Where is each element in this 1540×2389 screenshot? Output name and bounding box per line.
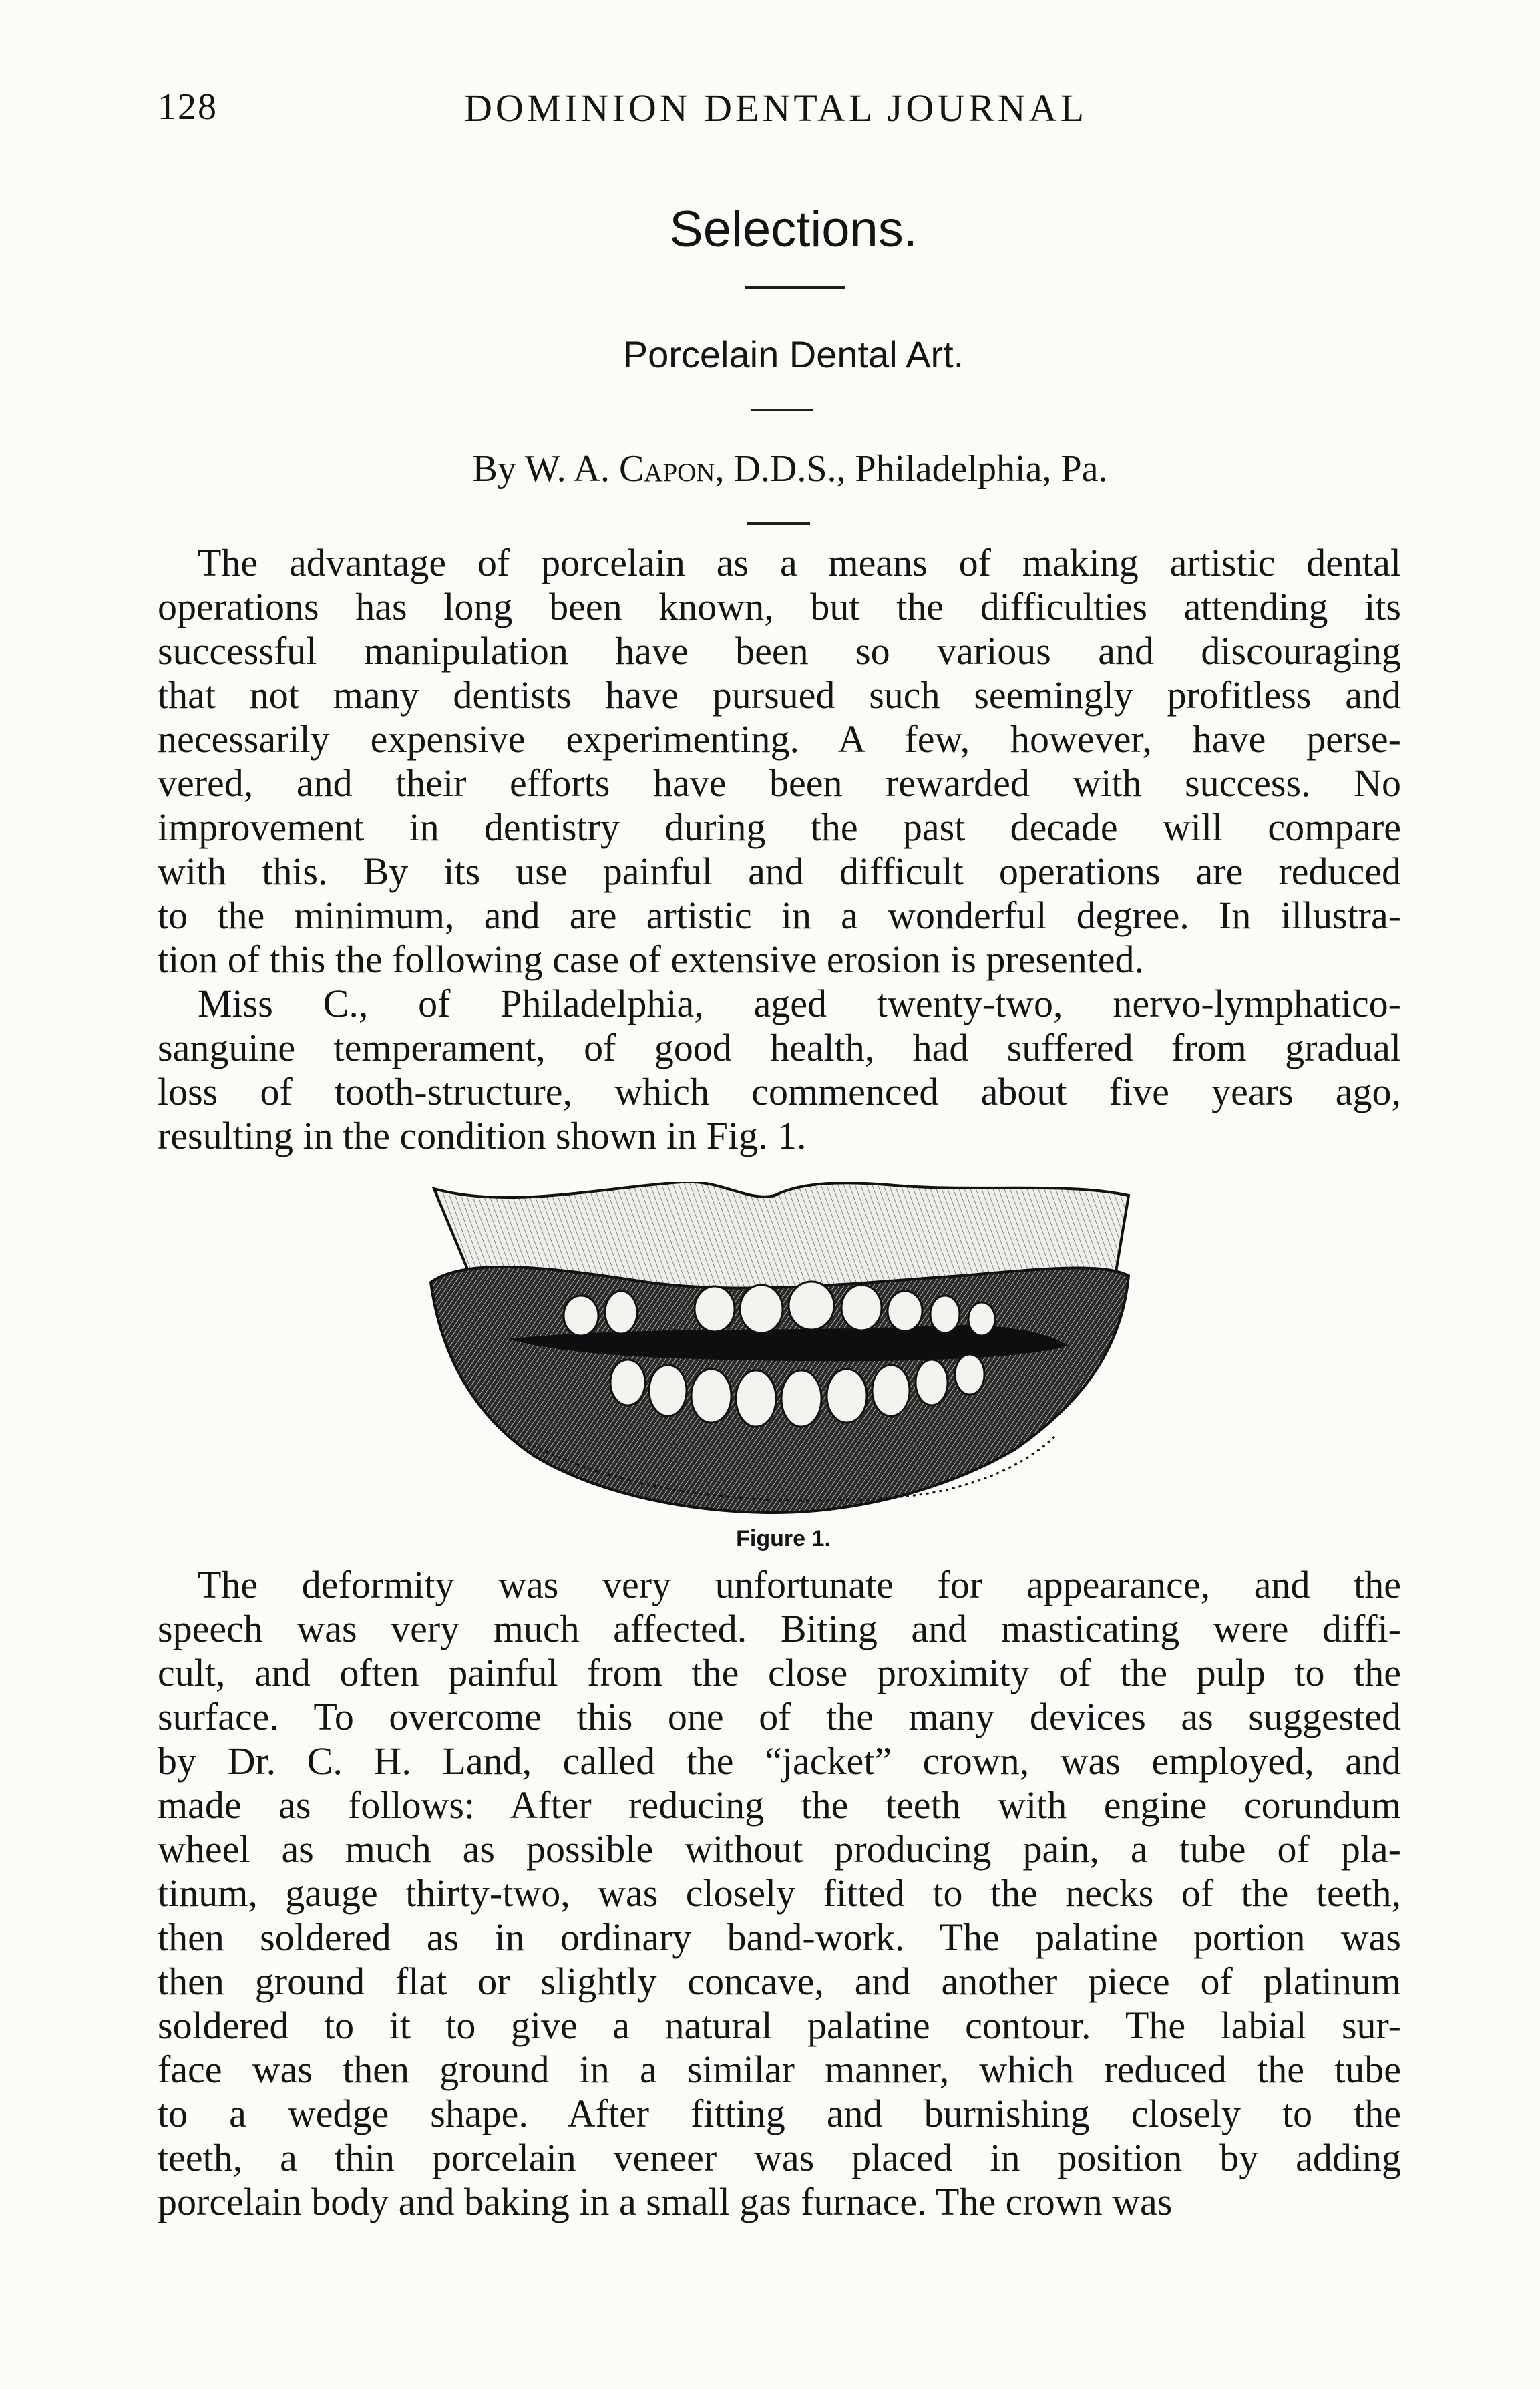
text-line: to the minimum, and are artistic in a wonderful degree. In illustra-	[158, 894, 1401, 937]
running-head	[0, 85, 1540, 139]
text-line: porcelain body and baking in a small gas furnace. The crown was	[158, 2180, 1173, 2223]
journal-title: DOMINION DENTAL JOURNAL	[464, 86, 1088, 130]
text-line: made as follows: After reducing the teeth with engine corundum	[158, 1783, 1401, 1827]
byline-prefix: By W. A.	[472, 448, 619, 490]
text-line: improvement in dentistry during the past decade will compare	[158, 805, 1401, 849]
text-line: with this. By its use painful and difficult operations are reduced	[158, 850, 1401, 893]
text-line: vered, and their efforts have been rewarded with success. No	[158, 761, 1401, 805]
text-line: loss of tooth-structure, which commenced about five years ago,	[158, 1070, 1401, 1113]
article-title: Porcelain Dental Art.	[622, 333, 964, 375]
text-line: then ground flat or slightly concave, and another piece of platinum	[158, 1960, 1401, 2003]
text-line: operations has long been known, but the difficulties attending its	[158, 585, 1401, 628]
text-line: soldered to it to give a natural palatine contour. The labial sur-	[158, 2004, 1401, 2047]
divider-rule	[747, 522, 810, 525]
text-line: speech was very much affected. Biting and masticating were diffi-	[158, 1607, 1401, 1650]
text-line: to a wedge shape. After fitting and burnishing closely to the	[158, 2092, 1401, 2135]
text-line: tion of this the following case of extensive erosion is presented.	[158, 938, 1145, 981]
text-line: wheel as much as possible without producing pain, a tube of pla-	[158, 1827, 1401, 1871]
article-byline	[0, 447, 1540, 490]
text-line: sanguine temperament, of good health, had suffered from gradual	[158, 1026, 1401, 1069]
byline-suffix: , D.D.S., Philadelphia, Pa.	[715, 448, 1108, 490]
body-text-opening	[158, 541, 1401, 1158]
page-number: 128	[158, 86, 218, 128]
text-line: cult, and often painful from the close proximity of the pulp to the	[158, 1651, 1401, 1694]
text-line: by Dr. C. H. Land, called the “jacket” crown, was employed, and	[158, 1739, 1401, 1783]
body-text-continued	[158, 1563, 1401, 2224]
divider-rule	[751, 409, 813, 411]
divider-rule	[745, 286, 845, 289]
text-line: Miss C., of Philadelphia, aged twenty-two, nervo-lymphatico-	[198, 982, 1401, 1025]
text-line: teeth, a thin porcelain veneer was placed in position by adding	[158, 2136, 1401, 2179]
text-line: tinum, gauge thirty-two, was closely fitted to the necks of the teeth,	[158, 1871, 1401, 1915]
text-line: resulting in the condition shown in Fig. 1.	[158, 1114, 807, 1157]
text-line: face was then ground in a similar manner, which reduced the tube	[158, 2048, 1401, 2091]
text-line: successful manipulation have been so various and discouraging	[158, 629, 1401, 673]
text-line: that not many dentists have pursued such seemingly profitless and	[158, 673, 1401, 717]
figure-teeth-illustration	[427, 1182, 1135, 1516]
section-title: Selections.	[669, 201, 918, 258]
text-line: The advantage of porcelain as a means of making artistic dental	[198, 541, 1401, 584]
figure-caption: Figure 1.	[736, 1526, 831, 1551]
text-line: necessarily expensive experimenting. A few, however, have perse-	[158, 717, 1401, 761]
text-line: surface. To overcome this one of the many devices as suggested	[158, 1695, 1401, 1738]
text-line: The deformity was very unfortunate for appearance, and the	[198, 1563, 1401, 1606]
author-name: Capon	[618, 448, 715, 490]
text-line: then soldered as in ordinary band-work. The palatine portion was	[158, 1915, 1401, 1959]
